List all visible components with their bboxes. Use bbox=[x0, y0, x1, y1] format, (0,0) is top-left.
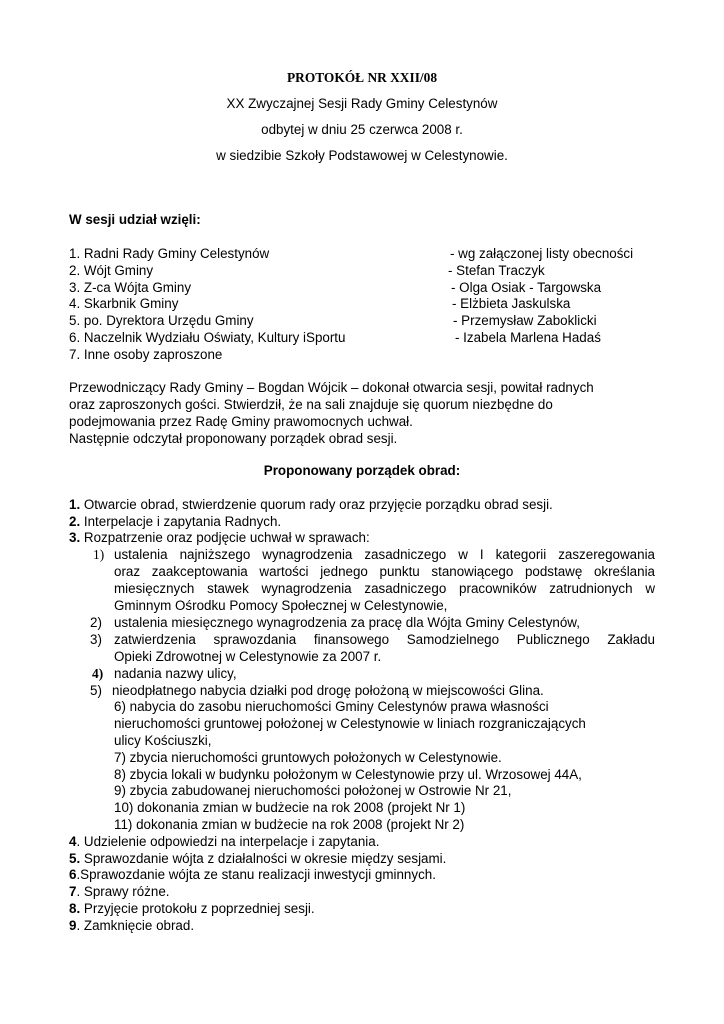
agenda-item bbox=[69, 851, 446, 867]
agenda-item bbox=[69, 918, 194, 934]
agenda-text: Sprawozdanie wójta z działalności w okresie między sesjami. bbox=[80, 851, 447, 866]
subitem-number: 5) bbox=[90, 683, 102, 698]
subitem-line: 8) zbycia lokali w budynku położonym w Celestynowie przy ul. Wrzosowej 44A, bbox=[114, 767, 582, 782]
agenda-text: . Sprawy różne. bbox=[76, 884, 170, 899]
intro-line: Następnie odczytał proponowany porządek obrad sesji. bbox=[69, 431, 398, 446]
agenda-number: 9 bbox=[69, 918, 77, 933]
agenda-number: 7 bbox=[69, 884, 77, 899]
document-title: PROTOKÓŁ NR XXII/08 bbox=[286, 70, 438, 85]
agenda-number: 3. bbox=[69, 530, 81, 545]
subitem-number: 4) bbox=[92, 666, 104, 681]
session-date: odbytej w dniu 25 czerwca 2008 r. bbox=[261, 122, 463, 137]
attendee-name: - Olga Osiak - Targowska bbox=[451, 280, 602, 295]
agenda-text: . Udzielenie odpowiedzi na interpelacje i zapytania. bbox=[76, 834, 380, 849]
intro-line: oraz zaproszonych gości. Stwierdził, że na sali znajduje się quorum niezbędne do bbox=[69, 397, 553, 412]
subitem-line: oraz zaakceptowania wartości jednego punktu stanowiącego podstawę określania bbox=[114, 564, 655, 579]
subitem-number: 2) bbox=[90, 615, 102, 630]
attendee-name: - Stefan Traczyk bbox=[448, 263, 545, 278]
agenda-heading: Proponowany porządek obrad: bbox=[263, 463, 461, 478]
intro-line: podejmowania przez Radę Gminy prawomocnych uchwał. bbox=[69, 414, 413, 429]
attendee-role: 4. Skarbnik Gminy bbox=[69, 296, 179, 311]
agenda-item bbox=[69, 884, 169, 900]
agenda-item bbox=[69, 514, 281, 530]
agenda-text: Rozpatrzenie oraz podjęcie uchwał w sprawach: bbox=[80, 530, 370, 545]
attendee-name: - wg załączonej listy obecności bbox=[450, 246, 634, 261]
agenda-number: 2. bbox=[69, 514, 81, 529]
attendee-role: 1. Radni Rady Gminy Celestynów bbox=[69, 246, 270, 261]
subitem-line: ustalenia miesięcznego wynagrodzenia za pracę dla Wójta Gminy Celestynów, bbox=[114, 615, 580, 630]
agenda-number: 4 bbox=[69, 834, 77, 849]
subitem-line: 9) zbycia zabudowanej nieruchomości położonej w Ostrowie Nr 21, bbox=[114, 783, 512, 798]
agenda-item bbox=[69, 530, 370, 546]
agenda-number: 1. bbox=[69, 497, 81, 512]
agenda-text: .Sprawozdanie wójta ze stanu realizacji inwestycji gminnych. bbox=[76, 867, 436, 882]
subitem-line: 6) nabycia do zasobu nieruchomości Gminy Celestynów prawa własności bbox=[114, 699, 549, 714]
subitem-line: Opieki Zdrowotnej w Celestynowie za 2007 r. bbox=[114, 649, 382, 664]
subitem-line: 11) dokonania zmian w budżecie na rok 2008 (projekt Nr 2) bbox=[114, 817, 465, 832]
subitem-line: zatwierdzenia sprawozdania finansowego Samodzielnego Publicznego Zakładu bbox=[114, 632, 655, 647]
subitem-line: Gminnym Ośrodku Pomocy Społecznej w Celestynowie, bbox=[114, 598, 448, 613]
attendee-name: - Przemysław Zaboklicki bbox=[453, 313, 597, 328]
intro-line: Przewodniczący Rady Gminy – Bogdan Wójcik – dokonał otwarcia sesji, powitał radnych bbox=[69, 380, 594, 395]
subitem-number: 1) bbox=[93, 547, 105, 562]
agenda-number: 5. bbox=[69, 851, 81, 866]
session-name: XX Zwyczajnej Sesji Rady Gminy Celestynów bbox=[226, 96, 498, 111]
agenda-text: . Zamknięcie obrad. bbox=[76, 918, 195, 933]
subitem-line: 10) dokonania zmian w budżecie na rok 2008 (projekt Nr 1) bbox=[114, 800, 466, 815]
agenda-number: 8. bbox=[69, 901, 81, 916]
attendee-role: 3. Z-ca Wójta Gminy bbox=[69, 280, 192, 295]
subitem-number: 3) bbox=[90, 632, 102, 647]
attendee-name: - Izabela Marlena Hadaś bbox=[455, 330, 601, 345]
agenda-item bbox=[69, 901, 315, 917]
subitem-line: nieruchomości gruntowej położonej w Celestynowie w liniach rozgraniczających bbox=[114, 716, 586, 731]
attendee-name: - Elżbieta Jaskulska bbox=[452, 296, 571, 311]
subitem-line: ulicy Kościuszki, bbox=[114, 733, 212, 748]
attendee-role: 7. Inne osoby zaproszone bbox=[69, 347, 223, 362]
session-location: w siedzibie Szkoły Podstawowej w Celestynowie. bbox=[216, 148, 508, 163]
subitem-line: nieodpłatnego nabycia działki pod drogę położoną w miejscowości Glina. bbox=[112, 683, 544, 698]
attendee-role: 2. Wójt Gminy bbox=[69, 263, 154, 278]
agenda-number: 6 bbox=[69, 867, 77, 882]
subitem-line: 7) zbycia nieruchomości gruntowych położonych w Celestynowie. bbox=[114, 750, 502, 765]
agenda-item bbox=[69, 867, 436, 883]
attendee-role: 5. po. Dyrektora Urzędu Gminy bbox=[69, 313, 254, 328]
attendees-heading: W sesji udział wzięli: bbox=[69, 212, 201, 227]
agenda-item bbox=[69, 834, 379, 850]
agenda-item bbox=[69, 497, 553, 513]
agenda-text: Przyjęcie protokołu z poprzedniej sesji. bbox=[80, 901, 315, 916]
agenda-text: Otwarcie obrad, stwierdzenie quorum rady oraz przyjęcie porządku obrad sesji. bbox=[80, 497, 553, 512]
subitem-line: nadania nazwy ulicy, bbox=[114, 666, 237, 681]
subitem-line: miesięcznych stawek wynagrodzenia zasadniczego pracowników zatrudnionych w bbox=[114, 581, 655, 596]
agenda-text: Interpelacje i zapytania Radnych. bbox=[80, 514, 282, 529]
attendee-role: 6. Naczelnik Wydziału Oświaty, Kultury iSportu bbox=[69, 330, 346, 345]
subitem-line: ustalenia najniższego wynagrodzenia zasadniczego w I kategorii zaszeregowania bbox=[114, 547, 655, 562]
